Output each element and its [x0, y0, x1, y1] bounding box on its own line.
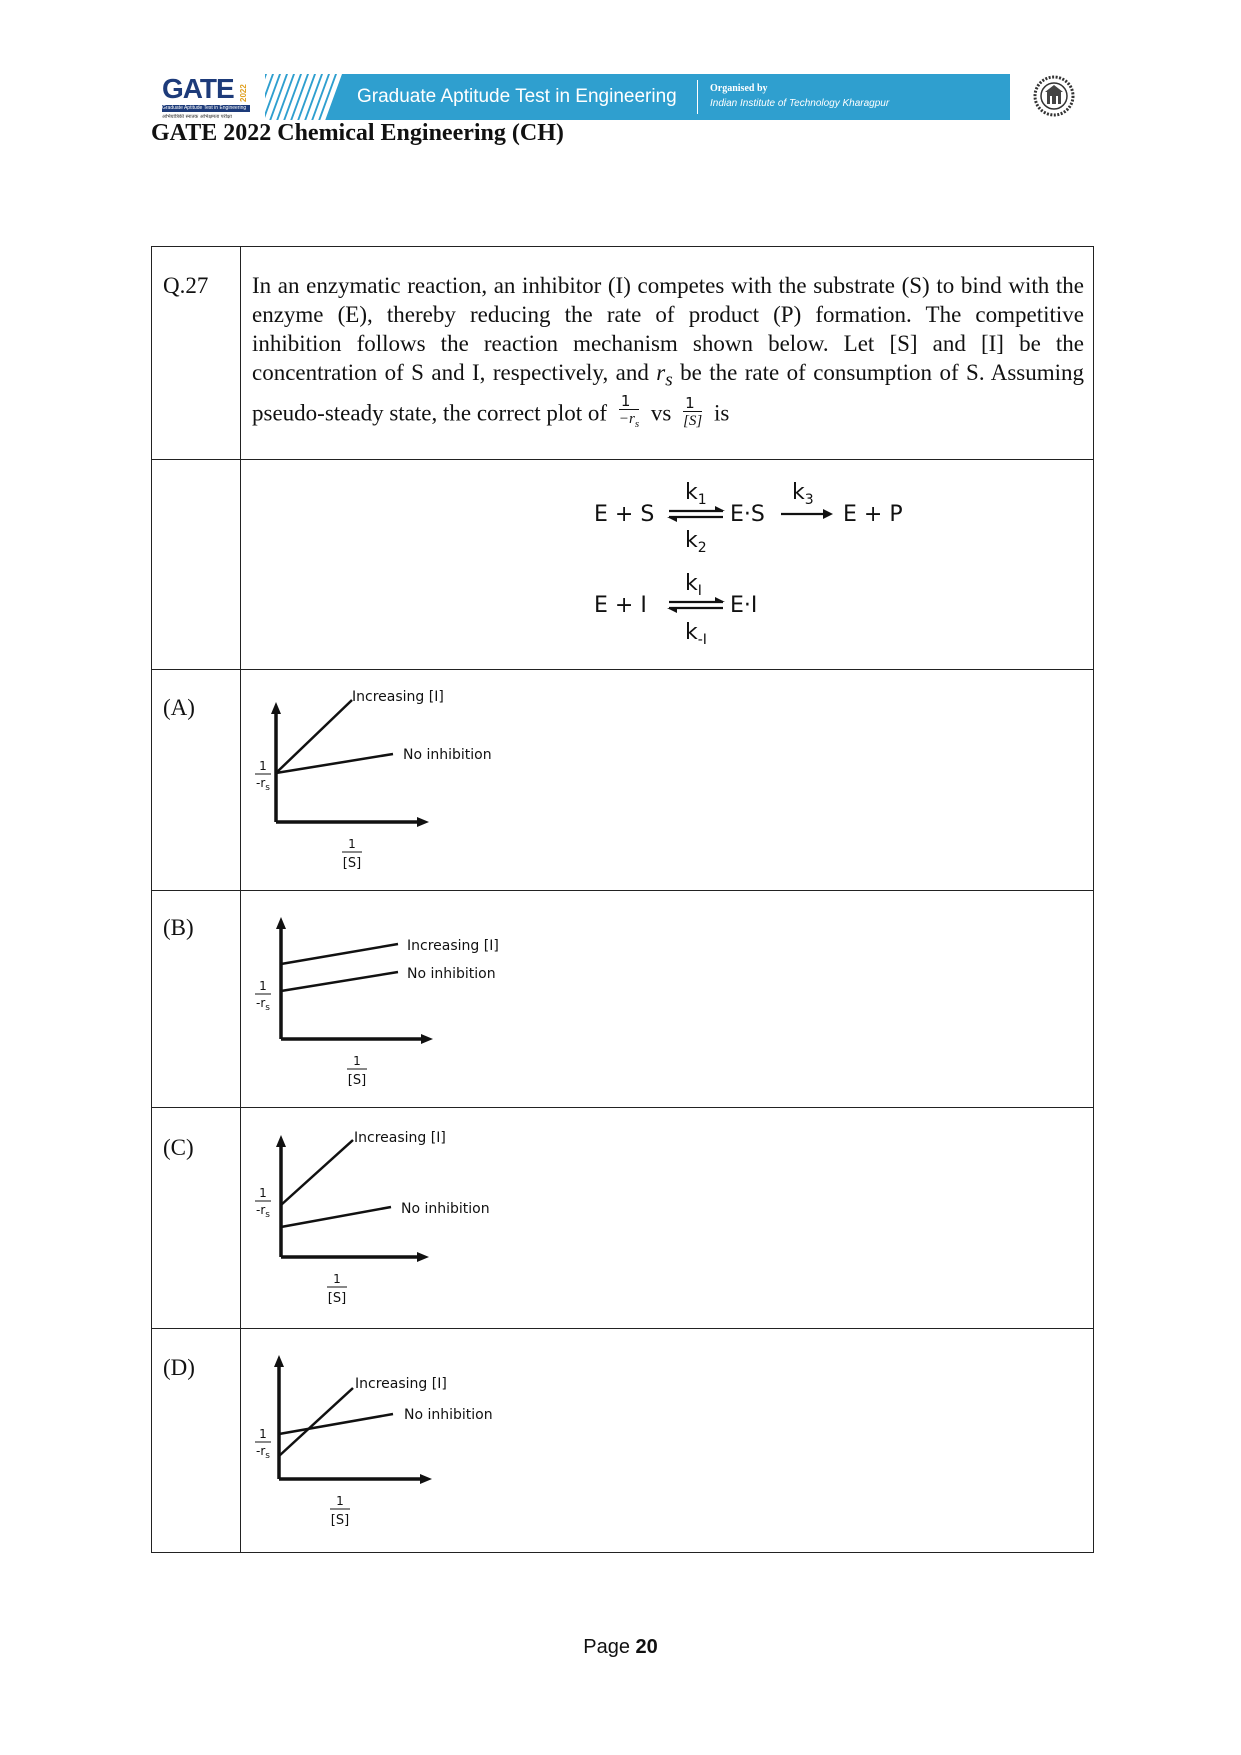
option-b-x-axis-arrowhead [421, 1034, 433, 1044]
banner-divider [697, 80, 698, 114]
option-b-xlabel-denominator: [S] [347, 1073, 367, 1088]
option-c-plot [241, 1107, 541, 1317]
option-c-ylabel-numerator: 1 [259, 1186, 267, 1200]
option-b-xlabel-numerator: 1 [353, 1054, 361, 1068]
option-d-label-increasing-inhibitor: Increasing [I] [355, 1376, 447, 1392]
option-c-y-axis-arrowhead [276, 1135, 286, 1147]
option-a-label: (A) [163, 695, 195, 720]
option-d-xlabel-denominator: [S] [330, 1513, 350, 1528]
mech-r1-products: E + P [843, 502, 903, 527]
option-d-ylabel-numerator: 1 [259, 1427, 267, 1441]
option-a-ylabel-denominator: $-r_s$ [256, 776, 270, 793]
option-d-plot [241, 1328, 541, 1538]
mech-r1-complex: E·S [730, 502, 765, 527]
fraction-inverse-rate-denominator: $-r_s$ [618, 410, 640, 430]
option-d-label-no-inhibition: No inhibition [404, 1407, 493, 1423]
reaction-mechanism-diagram [241, 459, 1095, 669]
gate-logo [160, 74, 255, 122]
option-c-line-no-inhibition [281, 1207, 391, 1227]
mech-r1-k3: $k_3$ [792, 480, 814, 508]
option-a-ylabel-numerator: 1 [259, 759, 267, 773]
option-c-line-increasing-inhibitor [281, 1140, 353, 1205]
option-b-line-no-inhibition [281, 972, 398, 991]
gate-logo-subtitle: Graduate Aptitude Test in Engineering [162, 105, 250, 112]
question-text-main: In an enzymatic reaction, an inhibitor (I) competes with the substrate (S) to bind with the enzyme (E), thereby reducing the rate of product (P) formation. The competitive inhibition follows the reaction mechanism shown below. Let [S] and [I] be the concentration of S and I, respectively, and [252, 273, 1084, 385]
mech-r2-reverse-arrowhead [667, 608, 677, 613]
mech-r1-forward-arrowhead [715, 506, 725, 511]
fraction-inverse-rate [619, 393, 639, 433]
option-c-x-axis-arrowhead [417, 1252, 429, 1262]
gate-logo-year: 2022 [239, 84, 248, 102]
option-a-xlabel-numerator: 1 [348, 837, 356, 851]
option-b-label-no-inhibition: No inhibition [407, 966, 496, 982]
rate-symbol: r [656, 360, 666, 385]
question-text-end: is [714, 399, 730, 425]
option-c-label-increasing-inhibitor: Increasing [I] [354, 1130, 446, 1146]
banner-organised-by: Organised by [710, 83, 768, 94]
option-d-xlabel-numerator: 1 [336, 1494, 344, 1508]
mech-r1-product-arrowhead [823, 509, 833, 519]
question-table [151, 246, 1094, 1553]
option-d-ylabel-denominator: $-r_s$ [256, 1444, 270, 1461]
option-b-label-increasing-inhibitor: Increasing [I] [407, 938, 499, 954]
option-b-label: (B) [163, 915, 194, 940]
option-c-label-no-inhibition: No inhibition [401, 1201, 490, 1217]
mech-r1-reverse-arrowhead [667, 517, 677, 522]
gate-logo-word: GATE [162, 73, 234, 104]
banner-organiser: Indian Institute of Technology Kharagpur [710, 98, 890, 109]
option-c-xlabel-numerator: 1 [333, 1272, 341, 1286]
mech-r2-kI: $k_I$ [685, 571, 702, 599]
option-a-y-axis-arrowhead [271, 702, 281, 714]
page-word: Page [583, 1636, 630, 1658]
question-text-mid: be the rate of consumption of S. Assuming pseudo-steady state, the correct plot of [252, 360, 1085, 425]
fraction-inverse-rate-numerator: 1 [619, 393, 639, 410]
option-b-y-axis-arrowhead [276, 917, 286, 929]
fraction-inverse-substrate [683, 395, 702, 430]
mech-r2-reactants: E + I [594, 593, 647, 618]
mech-r1-k1: $k_1$ [685, 480, 707, 508]
fraction-inverse-substrate-denominator: [S] [683, 413, 703, 430]
rate-symbol-subscript: s [665, 369, 673, 391]
question-text [252, 271, 1084, 435]
option-a-label-increasing-inhibitor: Increasing [I] [352, 689, 444, 705]
gate-logo-hindi: अभियांत्रिकी स्नातक अभिक्षमता परीक्षा [162, 114, 232, 120]
option-b-plot [241, 890, 541, 1100]
question-number: Q.27 [163, 273, 209, 298]
option-d-label: (D) [163, 1355, 195, 1380]
option-c-ylabel-denominator: $-r_s$ [256, 1203, 270, 1220]
mech-r2-k-minus-I: $k_{-I}$ [685, 620, 707, 648]
option-b-ylabel-numerator: 1 [259, 979, 267, 993]
mech-r1-reactants: E + S [594, 502, 655, 527]
option-a-plot [241, 670, 541, 880]
option-d-line-no-inhibition [279, 1414, 393, 1434]
option-c-label: (C) [163, 1135, 194, 1160]
header-banner [265, 74, 1010, 120]
banner-title: Graduate Aptitude Test in Engineering [357, 86, 677, 107]
page-number-value: 20 [635, 1636, 658, 1658]
option-d-x-axis-arrowhead [420, 1474, 432, 1484]
iit-kharagpur-emblem-icon [1032, 74, 1076, 118]
option-c-xlabel-denominator: [S] [327, 1291, 347, 1306]
option-b-ylabel-denominator: $-r_s$ [256, 996, 270, 1013]
vs-word: vs [650, 399, 672, 425]
option-a-x-axis-arrowhead [417, 817, 429, 827]
mech-r2-complex: E·I [730, 593, 758, 618]
option-b-line-increasing-inhibitor [281, 944, 398, 964]
fraction-inverse-substrate-numerator: 1 [683, 395, 702, 412]
page-number [0, 1636, 1241, 1659]
option-a-xlabel-denominator: [S] [342, 856, 362, 871]
option-a-label-no-inhibition: No inhibition [403, 747, 492, 763]
option-d-y-axis-arrowhead [274, 1355, 284, 1367]
mech-r1-k2: $k_2$ [685, 528, 707, 556]
page-header [160, 72, 1080, 122]
mech-r2-forward-arrowhead [715, 597, 725, 602]
paper-title: GATE 2022 Chemical Engineering (CH) [151, 120, 564, 146]
